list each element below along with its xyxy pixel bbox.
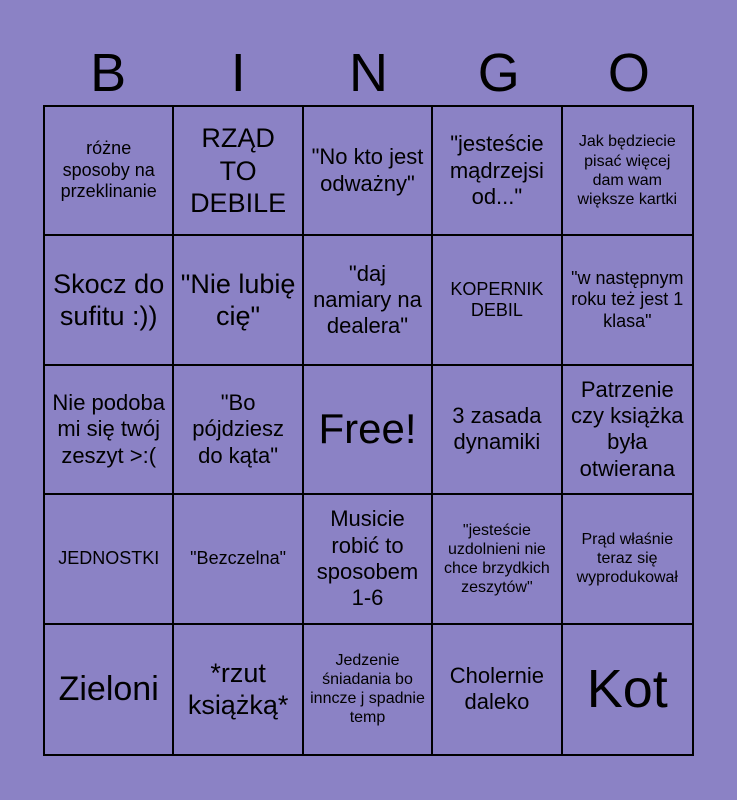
header-letter-i: I bbox=[230, 43, 246, 103]
bingo-cell[interactable]: "w następnym roku też jest 1 klasa" bbox=[563, 236, 692, 365]
header-letter-o: O bbox=[607, 43, 650, 103]
bingo-cell[interactable]: "Bo pójdziesz do kąta" bbox=[174, 366, 303, 495]
bingo-cell[interactable]: RZĄD TO DEBILE bbox=[174, 107, 303, 236]
header-letter-g: G bbox=[477, 43, 520, 103]
bingo-header bbox=[43, 42, 694, 104]
bingo-cell[interactable]: 3 zasada dynamiki bbox=[433, 366, 562, 495]
bingo-board bbox=[43, 105, 694, 756]
bingo-cell[interactable]: Zieloni bbox=[45, 625, 174, 754]
bingo-cell[interactable]: "No kto jest odważny" bbox=[304, 107, 433, 236]
bingo-cell[interactable]: "Nie lubię cię" bbox=[174, 236, 303, 365]
bingo-cell[interactable]: "Bezczelna" bbox=[174, 495, 303, 624]
bingo-cell[interactable]: JEDNOSTKI bbox=[45, 495, 174, 624]
header-letter-n: N bbox=[348, 43, 388, 103]
bingo-cell[interactable]: Prąd właśnie teraz się wyprodukował bbox=[563, 495, 692, 624]
bingo-cell[interactable]: *rzut książką* bbox=[174, 625, 303, 754]
bingo-cell[interactable]: "daj namiary na dealera" bbox=[304, 236, 433, 365]
bingo-cell[interactable]: Skocz do sufitu :)) bbox=[45, 236, 174, 365]
bingo-cell[interactable]: różne sposoby na przeklinanie bbox=[45, 107, 174, 236]
bingo-cell[interactable]: Jedzenie śniadania bo inncze j spadnie temp bbox=[304, 625, 433, 754]
bingo-cell[interactable]: Nie podoba mi się twój zeszyt >:( bbox=[45, 366, 174, 495]
bingo-cell[interactable]: "jesteście mądrzejsi od..." bbox=[433, 107, 562, 236]
bingo-cell[interactable]: Musicie robić to sposobem 1-6 bbox=[304, 495, 433, 624]
bingo-cell[interactable]: Patrzenie czy książka była otwierana bbox=[563, 366, 692, 495]
bingo-cell[interactable]: Jak będziecie pisać więcej dam wam większe kartki bbox=[563, 107, 692, 236]
header-letter-b: B bbox=[90, 43, 127, 103]
bingo-cell[interactable]: "jesteście uzdolnieni nie chce brzydkich zeszytów" bbox=[433, 495, 562, 624]
bingo-cell[interactable]: Kot bbox=[586, 658, 668, 719]
bingo-cell[interactable]: Cholernie daleko bbox=[433, 625, 562, 754]
bingo-cell[interactable]: KOPERNIK DEBIL bbox=[433, 236, 562, 365]
bingo-free-cell[interactable]: Free! bbox=[304, 366, 433, 495]
